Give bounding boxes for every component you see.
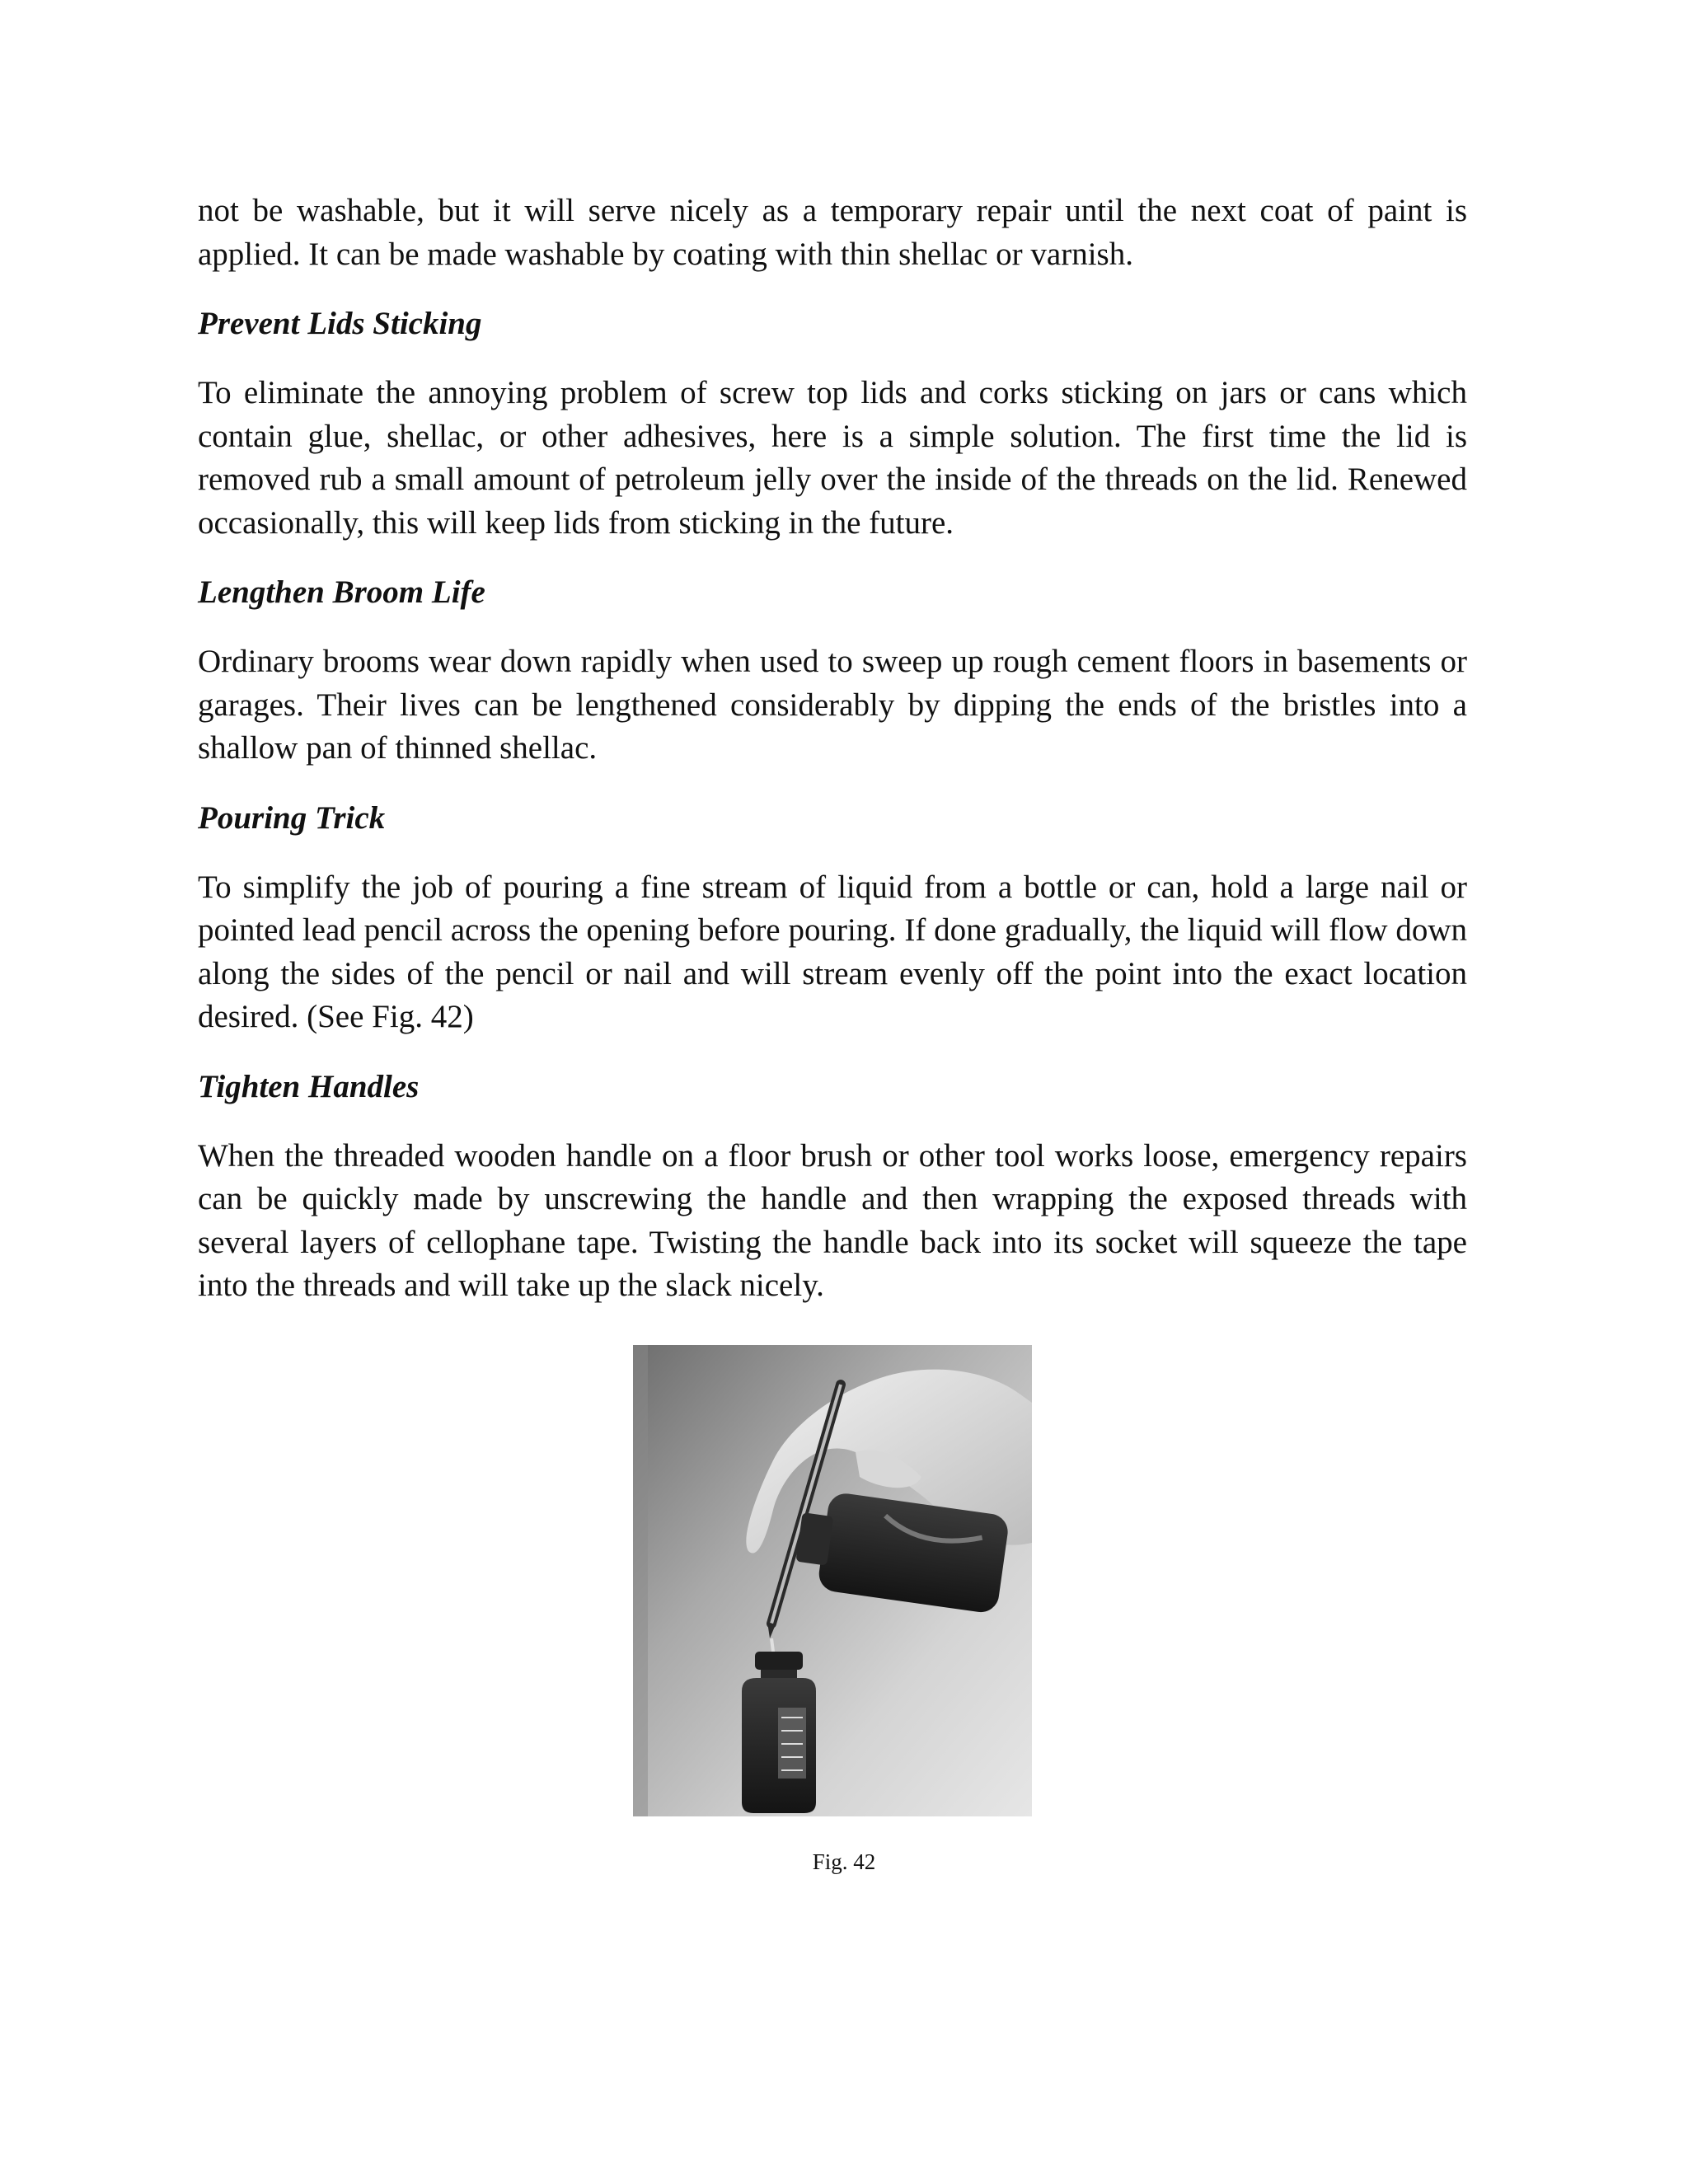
figure-photo: [633, 1345, 1032, 1816]
section-heading: Tighten Handles: [198, 1068, 420, 1104]
figure-caption: Fig. 42: [812, 1849, 876, 1874]
section-heading: Prevent Lids Sticking: [198, 306, 482, 341]
pouring-photo-illustration: [633, 1345, 1032, 1816]
section-prevent-lids-sticking: [198, 302, 1467, 545]
section-lengthen-broom-life: [198, 571, 1467, 771]
section-body: To simplify the job of pouring a fine stream of liquid from a bottle or can, hold a large nail or pointed lead pencil across the opening before pouring. If done gradually, the liquid will flow down along the sides of the pencil or nail and will stream evenly off the point into the exact location desired. (See Fig. 42): [198, 869, 1467, 1034]
intro-paragraph: not be washable, but it will serve nicely as a temporary repair until the next coat of paint is applied. It can be made washable by coating with thin shellac or varnish.: [198, 193, 1467, 272]
section-heading: Lengthen Broom Life: [198, 574, 485, 610]
section-body: When the threaded wooden handle on a floor brush or other tool works loose, emergency repairs can be quickly made by unscrewing the handle and then wrapping the exposed threads with several layers of cellophane tape. Twisting the handle back into its socket will squeeze the tape into the threads and will take up the slack nicely.: [198, 1137, 1467, 1303]
section-body: Ordinary brooms wear down rapidly when used to sweep up rough cement floors in basements or garages. Their lives can be lengthened considerably by dipping the ends of the bristles into a shallow pan of thinned shellac.: [198, 644, 1467, 766]
page-content: [198, 190, 1467, 1334]
section-pouring-trick: [198, 797, 1467, 1039]
section-heading: Pouring Trick: [198, 799, 386, 836]
section-body: To eliminate the annoying problem of screw top lids and corks sticking on jars or cans which contain glue, shellac, or other adhesives, here is a simple solution. The first time the lid is removed rub a small amount of petroleum jelly over the inside of the threads on the lid. Renewed occasionally, this will keep lids from sticking in the future.: [198, 375, 1467, 541]
section-tighten-handles: [198, 1066, 1467, 1308]
